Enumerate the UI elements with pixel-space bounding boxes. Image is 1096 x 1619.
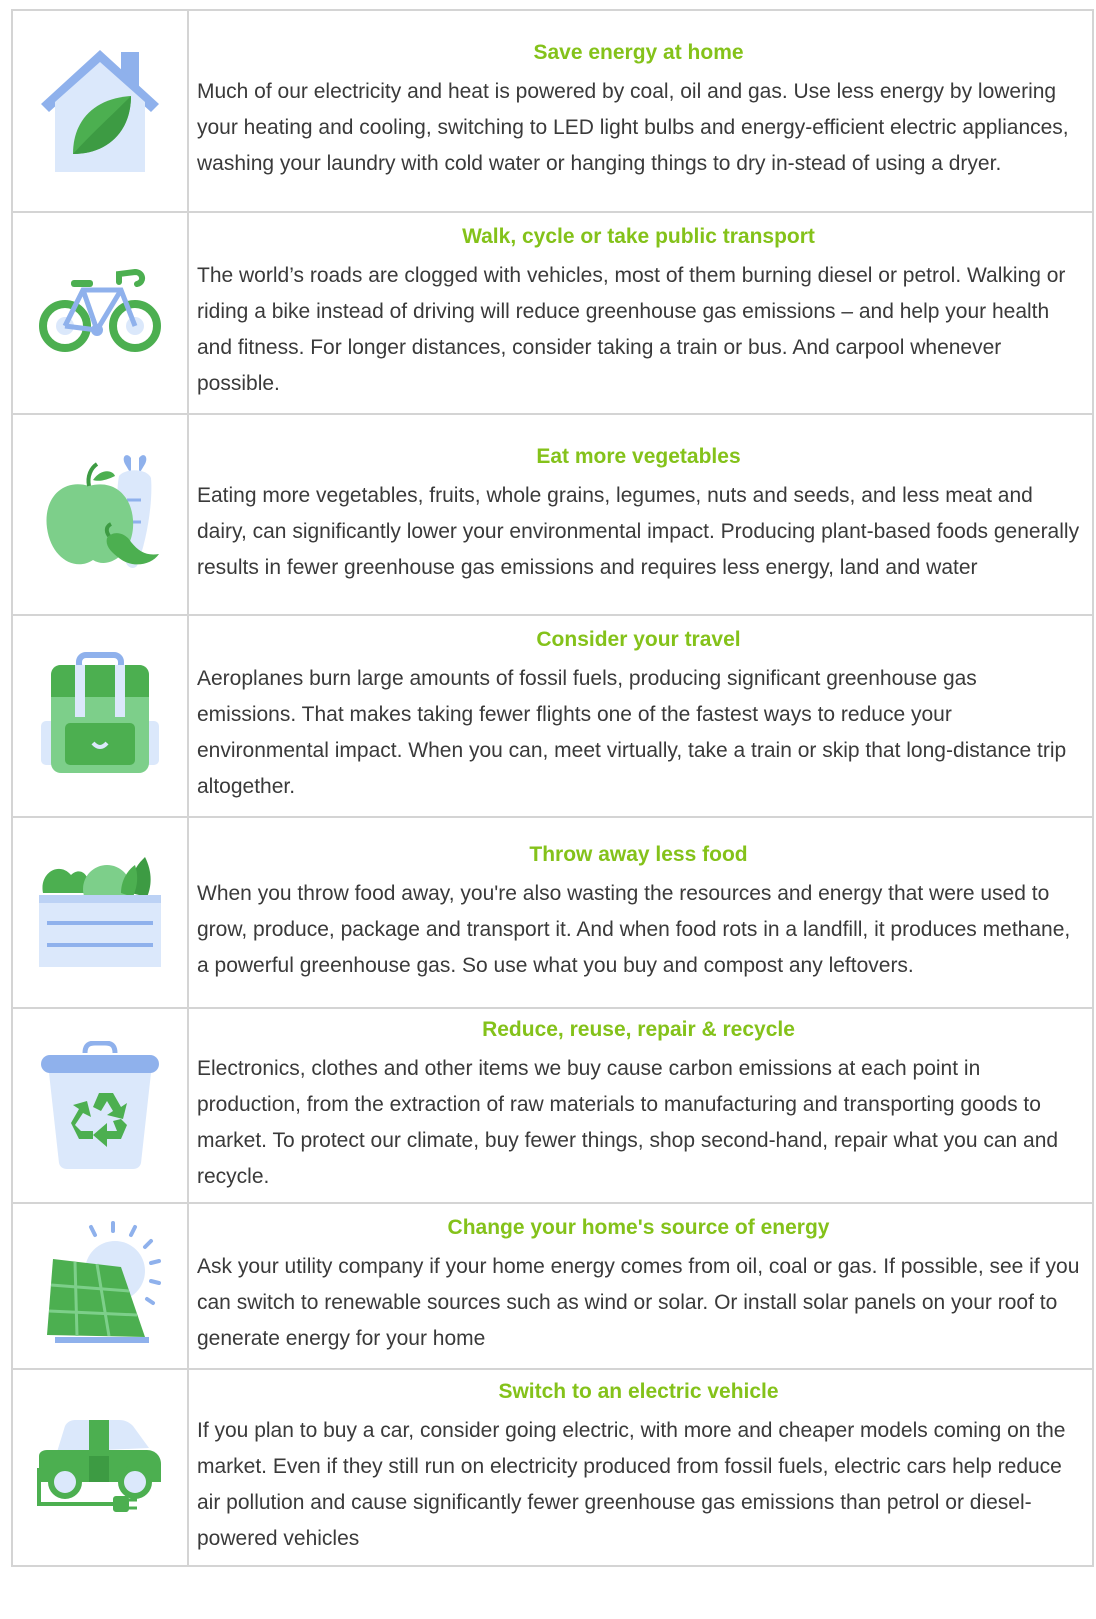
tip-text-cell: [188, 1203, 1093, 1369]
tip-icon-cell: [12, 10, 188, 212]
tip-icon-cell: [12, 817, 188, 1008]
tip-row: [12, 212, 1093, 414]
tip-text-cell: [188, 1008, 1093, 1203]
tip-title: Switch to an electric vehicle: [498, 1379, 779, 1403]
tip-icon-cell: [12, 212, 188, 414]
tip-body: Ask your utility company if your home energy comes from oil, coal or gas. If possible, see if you can switch to renewable sources such as wind or solar. Or install solar panels on your roof to generate energy for your home: [197, 1255, 1080, 1350]
tip-title: Consider your travel: [536, 628, 741, 651]
tip-row: [12, 615, 1093, 817]
tip-body: Eating more vegetables, fruits, whole grains, legumes, nuts and seeds, and less meat and dairy, can significantly lower your environmental impact. Producing plant-based foods generally results in fewer greenhouse gas emissions and requires less energy, land and water: [197, 483, 1080, 579]
food-crate-icon: [35, 853, 165, 973]
tip-icon-cell: [12, 1008, 188, 1203]
tip-icon-cell: [12, 615, 188, 817]
tip-row: [12, 1008, 1093, 1203]
tip-body: If you plan to buy a car, consider going electric, with more and cheaper models coming on the market. Even if they still run on electricity produced from fossil fuels, electric cars help reduce air pollution and cause significantly fewer greenhouse gas emissions than petrol or diesel-powered vehicles: [197, 1418, 1066, 1550]
tip-row: [12, 414, 1093, 615]
house-leaf-icon: [35, 46, 165, 176]
bicycle-icon: [35, 268, 165, 358]
backpack-icon: [35, 651, 165, 781]
tip-title: Throw away less food: [529, 842, 748, 866]
tip-title: Change your home's source of energy: [447, 1216, 830, 1239]
tip-title: Walk, cycle or take public transport: [462, 225, 815, 248]
tip-text-cell: [188, 212, 1093, 414]
tip-row: [12, 1203, 1093, 1369]
tip-body: Electronics, clothes and other items we buy cause carbon emissions at each point in production, from the extraction of raw materials to manufacturing and transporting goods to market. To protect our climate, buy fewer things, shop second-hand, repair what you can and recycle.: [197, 1056, 1059, 1188]
recycle-bin-icon: [35, 1041, 165, 1171]
tip-title: Reduce, reuse, repair & recycle: [482, 1017, 795, 1041]
tip-text-cell: [188, 414, 1093, 615]
tip-text-cell: [188, 615, 1093, 817]
tip-title: Eat more vegetables: [536, 444, 741, 468]
tips-table: [11, 9, 1094, 1567]
tip-title: Save energy at home: [533, 41, 744, 64]
solar-panel-icon: [35, 1221, 165, 1351]
tip-icon-cell: [12, 1369, 188, 1566]
tip-body: Aeroplanes burn large amounts of fossil fuels, producing significant greenhouse gas emissions. That makes taking fewer flights one of the fastest ways to reduce your environmental impact. When you can, meet virtually, take a train or skip that long-distance trip altogether.: [197, 667, 1067, 798]
tip-row: [12, 10, 1093, 212]
tip-icon-cell: [12, 414, 188, 615]
tip-icon-cell: [12, 1203, 188, 1369]
tip-text-cell: [188, 817, 1093, 1008]
tip-body: The world’s roads are clogged with vehicles, most of them burning diesel or petrol. Walking or riding a bike instead of driving will reduce greenhouse gas emissions – and help your health and fitness. For longer distances, consider taking a train or bus. And carpool whenever possible.: [197, 264, 1066, 395]
vegetables-icon: [35, 450, 165, 580]
tip-text-cell: [188, 1369, 1093, 1566]
electric-car-icon: [35, 1418, 165, 1518]
tip-body: Much of our electricity and heat is powered by coal, oil and gas. Use less energy by lowering your heating and cooling, switching to LED light bulbs and energy-efficient electric appliances, washing your laundry with cold water or hanging things to dry in-stead of using a dryer.: [197, 80, 1069, 175]
tip-body: When you throw food away, you're also wasting the resources and energy that were used to grow, produce, package and transport it. And when food rots in a landfill, it produces methane, a powerful greenhouse gas. So use what you buy and compost any leftovers.: [197, 881, 1071, 977]
tip-row: [12, 1369, 1093, 1566]
tip-row: [12, 817, 1093, 1008]
tip-text-cell: [188, 10, 1093, 212]
